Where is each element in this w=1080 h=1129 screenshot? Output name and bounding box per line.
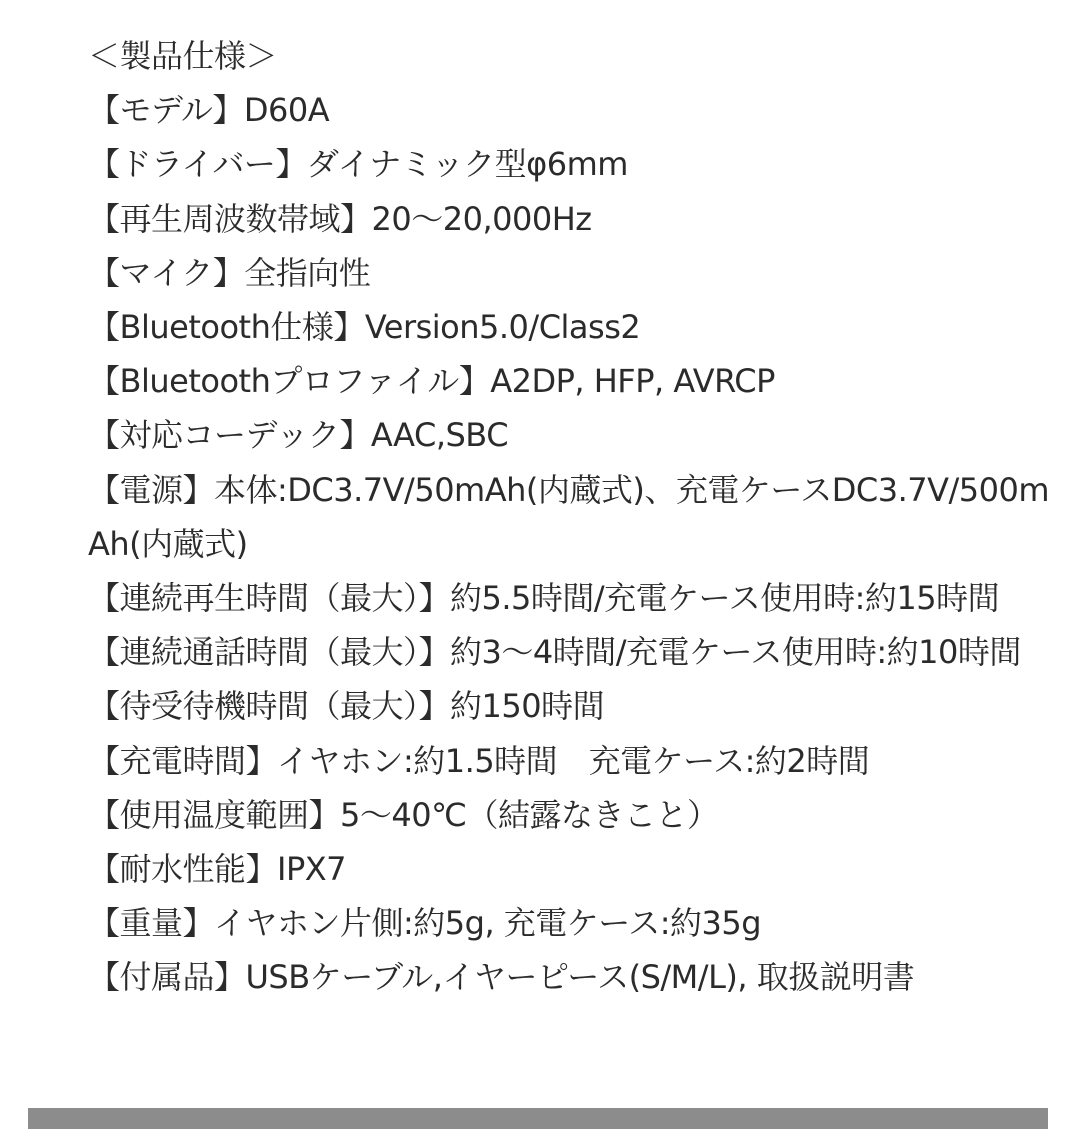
spec-line-standby-time: 【待受待機時間（最大）】約150時間 [88, 687, 605, 726]
spec-line-bluetooth-profile: 【Bluetoothプロファイル】A2DP, HFP, AVRCP [88, 362, 775, 401]
spec-line-frequency: 【再生周波数帯域】20〜20,000Hz [88, 199, 592, 238]
spec-line-talk-time: 【連続通話時間（最大）】約3〜4時間/充電ケース使用時:約10時間 [88, 633, 1021, 672]
spec-line-playback-time: 【連続再生時間（最大）】約5.5時間/充電ケース使用時:約15時間 [88, 579, 1000, 618]
spec-line-charge-time: 【充電時間】イヤホン:約1.5時間 充電ケース:約2時間 [88, 741, 870, 780]
spec-line-driver: 【ドライバー】ダイナミック型φ6mm [88, 145, 628, 184]
spec-line-codec: 【対応コーデック】AAC,SBC [88, 416, 509, 455]
spec-line-power: 【電源】本体:DC3.7V/50mAh(内蔵式)、充電ケースDC3.7V/500mAh(内蔵式) [88, 470, 1050, 563]
spec-line-model: 【モデル】D60A [88, 91, 330, 130]
spec-line-mic: 【マイク】全指向性 [88, 253, 371, 292]
spec-line-accessories: 【付属品】USBケーブル,イヤーピース(S/M/L), 取扱説明書 [88, 958, 915, 997]
spec-heading: ＜製品仕様＞ [88, 37, 278, 75]
product-spec-section [88, 29, 1058, 1005]
spec-line-weight: 【重量】イヤホン片側:約5g, 充電ケース:約35g [88, 904, 762, 943]
spec-line-bluetooth-version: 【Bluetooth仕様】Version5.0/Class2 [88, 308, 641, 347]
bottom-scroll-bar [28, 1108, 1048, 1129]
spec-line-water-resistance: 【耐水性能】IPX7 [88, 850, 347, 889]
spec-line-operating-temp: 【使用温度範囲】5〜40℃（結露なきこと） [88, 795, 719, 834]
